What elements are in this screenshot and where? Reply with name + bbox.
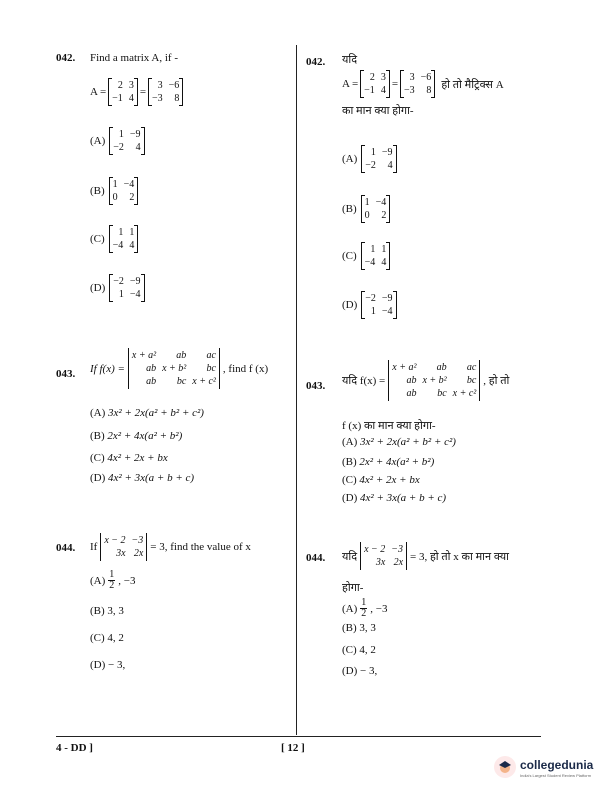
matrix: −2 −9 1 −4 — [109, 274, 144, 302]
matrix: 2 3 −1 4 — [108, 78, 138, 106]
determinant: x − 2 −3 3x 2x — [360, 542, 407, 570]
logo-tagline: India's Largest Student Review Platform — [520, 773, 592, 778]
option-c: (C) 1 1 −4 4 — [342, 242, 390, 270]
column-divider — [296, 45, 297, 735]
option-b: (B) 2x² + 4x(a² + b²) — [342, 456, 435, 468]
option-b: (B) 1 −4 0 2 — [90, 177, 138, 205]
question-text-line2: f (x) का मान क्या होगा- — [342, 420, 436, 432]
option-b: (B) 3, 3 — [342, 622, 376, 634]
question-number: 042. — [56, 52, 76, 64]
page-number: [ 12 ] — [281, 742, 305, 754]
equation: A = 2 3 −1 4 = 3 −6 −3 8 हो तो मैट्रिक्स A — [342, 72, 504, 96]
question-text: If f(x) = x + a² ab ac ab x + b² bc ab bc x + c² , find f (x) — [90, 350, 269, 387]
option-a: (A) $\frac{1}{2}$ , −3 — [90, 569, 136, 591]
option-d: (D) −2 −9 1 −4 — [342, 291, 397, 319]
option-c: (C) 4, 2 — [90, 632, 124, 644]
matrix: 3 −6 −3 8 — [400, 70, 435, 98]
matrix: −2 −9 1 −4 — [361, 291, 396, 319]
option-d: (D) − 3, — [342, 665, 378, 677]
option-d: (D) − 3, — [90, 659, 126, 671]
option-b: (B) 1 −4 0 2 — [342, 195, 390, 223]
matrix: 3 −6 −3 8 — [148, 78, 183, 106]
matrix: 1 −9 −2 4 — [109, 127, 144, 155]
question-number: 043. — [56, 368, 76, 380]
footer-rule — [56, 736, 541, 737]
question-text: यदि f(x) = x + a² ab ac ab x + b² bc ab bc x + c² , हो तो — [342, 362, 510, 399]
question-text: Find a matrix A, if - — [90, 52, 178, 64]
question-number: 043. — [306, 380, 326, 392]
matrix: 1 −4 0 2 — [109, 177, 139, 205]
equation: A = 2 3 −1 4 = 3 −6 −3 8 — [90, 78, 183, 106]
determinant: x − 2 −3 3x 2x — [100, 533, 147, 561]
question-number: 042. — [306, 56, 326, 68]
question-text: यदि x − 2 −3 3x 2x = 3, हो तो x का मान क्या — [342, 544, 509, 568]
option-b: (B) 2x² + 4x(a² + b²) — [90, 430, 183, 442]
collegedunia-logo — [494, 750, 594, 786]
footer-code: 4 - DD ] — [56, 742, 93, 754]
option-a: (A) $\frac{1}{2}$ , −3 — [342, 597, 388, 619]
option-b: (B) 3, 3 — [90, 605, 124, 617]
logo-wordmark: collegedunia — [520, 758, 594, 772]
option-c: (C) 1 1 −4 4 — [90, 225, 138, 253]
matrix: 2 3 −1 4 — [360, 70, 390, 98]
option-c: (C) 4x² + 2x + bx — [90, 452, 168, 464]
question-text-line2: होगा- — [342, 582, 364, 594]
matrix: 1 1 −4 4 — [361, 242, 391, 270]
option-a: (A) 3x² + 2x(a² + b² + c²) — [342, 436, 456, 448]
option-a: (A) 1 −9 −2 4 — [90, 127, 145, 155]
question-text: If x − 2 −3 3x 2x = 3, find the value of x — [90, 535, 251, 559]
option-d: (D) 4x² + 3x(a + b + c) — [90, 472, 195, 484]
fraction: $\frac{1}{2}$ — [109, 569, 115, 591]
question-number: 044. — [306, 552, 326, 564]
option-d: (D) 4x² + 3x(a + b + c) — [342, 492, 447, 504]
option-a: (A) 3x² + 2x(a² + b² + c²) — [90, 407, 204, 419]
question-number: 044. — [56, 542, 76, 554]
matrix: 1 −9 −2 4 — [361, 145, 396, 173]
fraction: $\frac{1}{2}$ — [361, 597, 367, 619]
option-c: (C) 4, 2 — [342, 644, 376, 656]
logo-icon — [494, 756, 516, 778]
question-text-line2: का मान क्या होगा- — [342, 105, 414, 117]
matrix: 1 −4 0 2 — [361, 195, 391, 223]
option-d: (D) −2 −9 1 −4 — [90, 274, 145, 302]
option-a: (A) 1 −9 −2 4 — [342, 145, 397, 173]
determinant: x + a² ab ac ab x + b² bc ab bc x + c² — [388, 360, 480, 401]
question-text: यदि — [342, 54, 358, 66]
determinant: x + a² ab ac ab x + b² bc ab bc x + c² — [128, 348, 220, 389]
option-c: (C) 4x² + 2x + bx — [342, 474, 420, 486]
matrix: 1 1 −4 4 — [109, 225, 139, 253]
